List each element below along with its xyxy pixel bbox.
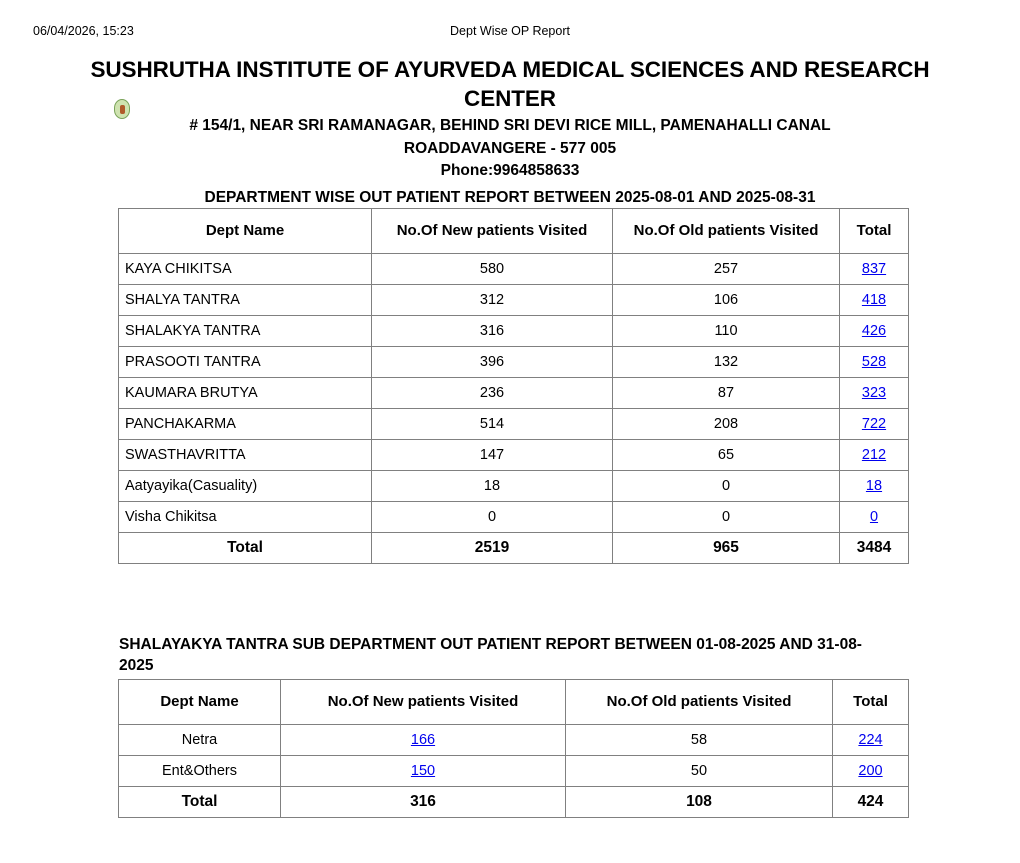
total-link[interactable]: 0: [869, 509, 879, 525]
total-new-patients: 316: [281, 787, 566, 818]
organization-phone: Phone:9964858633: [440, 161, 580, 179]
cell-total: [840, 471, 909, 502]
cell-total: [840, 409, 909, 440]
total-link[interactable]: 212: [861, 447, 887, 463]
total-link[interactable]: 426: [861, 323, 887, 339]
cell-total: [833, 756, 909, 787]
table-row: [119, 347, 909, 378]
cell-dept-name: Aatyayika(Casuality): [119, 471, 372, 502]
table-header-row: [119, 680, 909, 725]
cell-new-patients: 514: [372, 409, 613, 440]
cell-new-patients: [281, 725, 566, 756]
cell-dept-name: SWASTHAVRITTA: [119, 440, 372, 471]
cell-total: [840, 440, 909, 471]
cell-old-patients: 0: [613, 502, 840, 533]
cell-dept-name: PRASOOTI TANTRA: [119, 347, 372, 378]
column-header-old-patients: No.Of Old patients Visited: [566, 680, 833, 725]
cell-dept-name: PANCHAKARMA: [119, 409, 372, 440]
new-patients-link[interactable]: 150: [410, 763, 436, 779]
cell-dept-name: KAYA CHIKITSA: [119, 254, 372, 285]
print-timestamp: 06/04/2026, 15:23: [33, 24, 134, 38]
table-total-row: [119, 533, 909, 564]
table-total-row: [119, 787, 909, 818]
total-link[interactable]: 224: [858, 732, 883, 748]
organization-name: SUSHRUTHA INSTITUTE OF AYURVEDA MEDICAL SCIENCES AND RESEARCH CENTER: [90, 57, 930, 111]
table-row: [119, 378, 909, 409]
total-link[interactable]: 837: [861, 261, 887, 277]
total-old-patients: 965: [613, 533, 840, 564]
cell-new-patients: 396: [372, 347, 613, 378]
cell-dept-name: KAUMARA BRUTYA: [119, 378, 372, 409]
total-link[interactable]: 722: [861, 416, 887, 432]
column-header-dept-name: Dept Name: [119, 209, 372, 254]
total-link[interactable]: 323: [861, 385, 887, 401]
total-link[interactable]: 418: [861, 292, 887, 308]
department-wise-op-table: [118, 208, 909, 564]
cell-new-patients: 236: [372, 378, 613, 409]
total-new-patients: 2519: [372, 533, 613, 564]
column-header-dept-name: Dept Name: [119, 680, 281, 725]
print-header: [0, 24, 1020, 42]
organization-address-line-1: # 154/1, NEAR SRI RAMANAGAR, BEHIND SRI DEVI RICE MILL, PAMENAHALLI CANAL: [189, 116, 831, 134]
table-row: [119, 440, 909, 471]
grand-total: 424: [833, 787, 909, 818]
total-old-patients: 108: [566, 787, 833, 818]
cell-old-patients: 0: [613, 471, 840, 502]
cell-total: [840, 347, 909, 378]
cell-old-patients: 110: [613, 316, 840, 347]
organization-address-line-2: ROADDAVANGERE - 577 005: [403, 139, 617, 157]
cell-total: [833, 725, 909, 756]
cell-old-patients: 257: [613, 254, 840, 285]
cell-new-patients: 0: [372, 502, 613, 533]
report-2-title: SHALAYAKYA TANTRA SUB DEPARTMENT OUT PATIENT REPORT BETWEEN 01-08-2025 AND 31-08-2025: [119, 636, 862, 674]
total-row-label: Total: [119, 533, 372, 564]
total-row-label: Total: [119, 787, 281, 818]
subdepartment-table-body: [119, 725, 909, 818]
cell-total: [840, 254, 909, 285]
cell-new-patients: 147: [372, 440, 613, 471]
table-row: [119, 502, 909, 533]
cell-new-patients: 316: [372, 316, 613, 347]
cell-dept-name: Visha Chikitsa: [119, 502, 372, 533]
table-header-row: [119, 209, 909, 254]
cell-new-patients: 18: [372, 471, 613, 502]
cell-dept-name: Ent&Others: [119, 756, 281, 787]
masthead: [60, 56, 960, 182]
report-1-title: DEPARTMENT WISE OUT PATIENT REPORT BETWEEN 2025-08-01 AND 2025-08-31: [204, 189, 816, 206]
cell-old-patients: 50: [566, 756, 833, 787]
cell-new-patients: [281, 756, 566, 787]
column-header-new-patients: No.Of New patients Visited: [372, 209, 613, 254]
total-link[interactable]: 528: [861, 354, 887, 370]
cell-new-patients: 312: [372, 285, 613, 316]
table-row: [119, 725, 909, 756]
cell-total: [840, 316, 909, 347]
department-wise-table-body: [119, 254, 909, 564]
table-row: [119, 254, 909, 285]
cell-old-patients: 208: [613, 409, 840, 440]
table-row: [119, 409, 909, 440]
cell-old-patients: 87: [613, 378, 840, 409]
table-row: [119, 316, 909, 347]
cell-old-patients: 65: [613, 440, 840, 471]
column-header-total: Total: [833, 680, 909, 725]
cell-old-patients: 132: [613, 347, 840, 378]
cell-new-patients: 580: [372, 254, 613, 285]
table-row: [119, 471, 909, 502]
grand-total: 3484: [840, 533, 909, 564]
total-link[interactable]: 200: [858, 763, 883, 779]
total-link[interactable]: 18: [865, 478, 883, 494]
cell-old-patients: 106: [613, 285, 840, 316]
new-patients-link[interactable]: 166: [410, 732, 436, 748]
cell-total: [840, 502, 909, 533]
cell-dept-name: SHALAKYA TANTRA: [119, 316, 372, 347]
cell-total: [840, 378, 909, 409]
cell-dept-name: SHALYA TANTRA: [119, 285, 372, 316]
shalayakya-subdepartment-op-table: [118, 679, 909, 818]
column-header-total: Total: [840, 209, 909, 254]
table-row: [119, 756, 909, 787]
cell-total: [840, 285, 909, 316]
cell-dept-name: Netra: [119, 725, 281, 756]
document-title: Dept Wise OP Report: [450, 24, 570, 38]
cell-old-patients: 58: [566, 725, 833, 756]
column-header-new-patients: No.Of New patients Visited: [281, 680, 566, 725]
table-row: [119, 285, 909, 316]
column-header-old-patients: No.Of Old patients Visited: [613, 209, 840, 254]
